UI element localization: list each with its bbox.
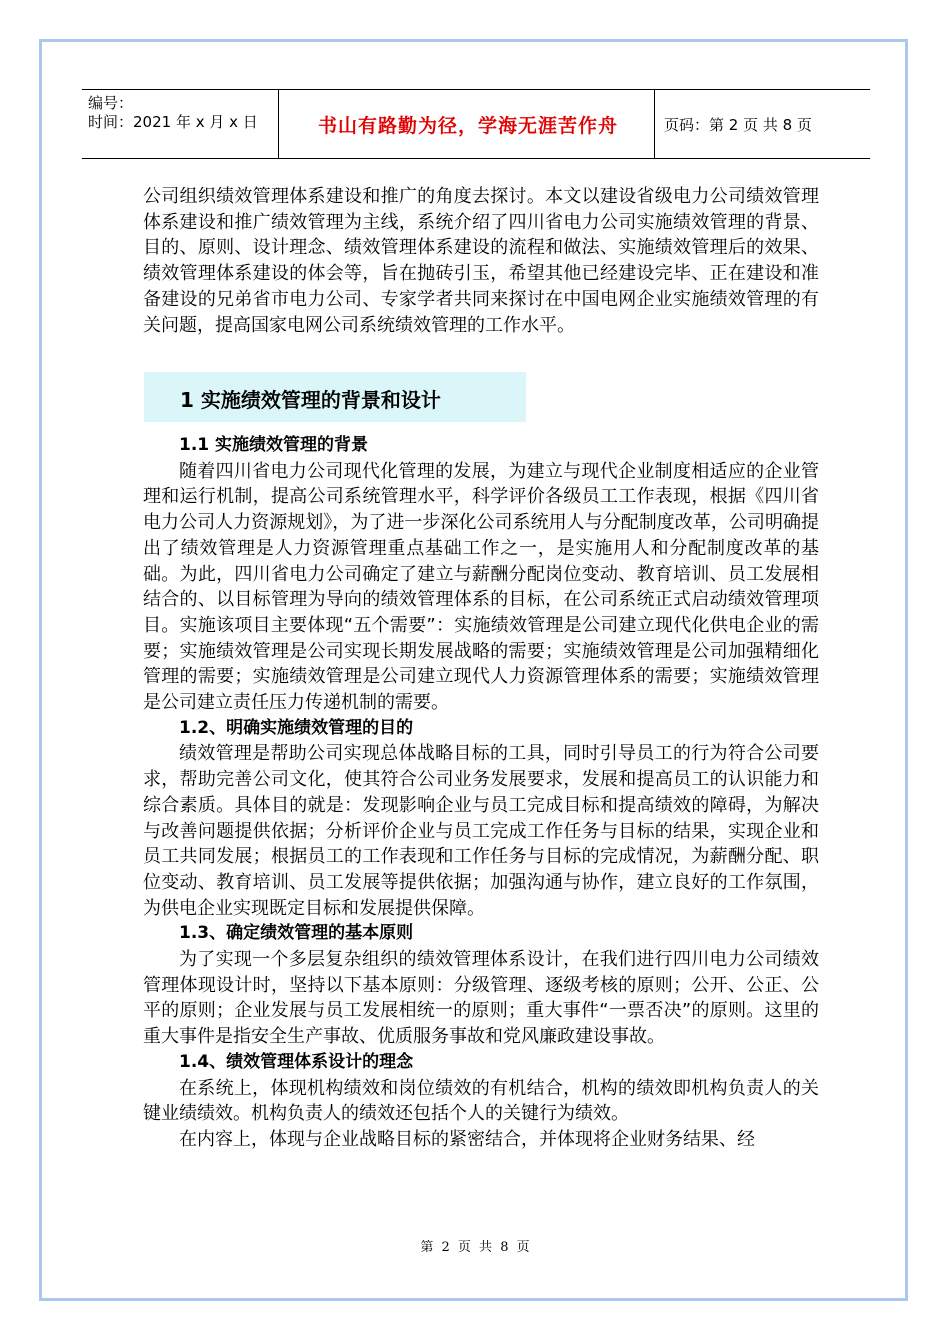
section-body bbox=[143, 433, 819, 1153]
header-meta bbox=[88, 94, 258, 132]
section-title: 1 实施绩效管理的背景和设计 bbox=[180, 388, 441, 412]
paragraph: 绩效管理是帮助公司实现总体战略目标的工具，同时引导员工的行为符合公司要求，帮助完善公司文化，使其符合公司业务发展要求，发展和提高员工的认识能力和综合素质。具体目的就是：发现影响企业与员工完成目标和提高绩效的障碍，为解决与改善问题提供依据；分析评价企业与员工完成工作任务与目标的结果，实现企业和员工共同发展；根据员工的工作表现和工作任务与目标的完成情况，为薪酬分配、职位变动、教育培训、员工发展等提供依据；加强沟通与协作，建立良好的工作氛围，为供电企业实现既定目标和发展提供保障。 bbox=[143, 743, 819, 919]
date-label: 时间：2021 年 x 月 x 日 bbox=[88, 113, 258, 131]
page-footer: 第 2 页 共 8 页 bbox=[420, 1240, 530, 1255]
intro-paragraph: 公司组织绩效管理体系建设和推广的角度去探讨。本文以建设省级电力公司绩效管理体系建设和推广绩效管理为主线，系统介绍了四川省电力公司实施绩效管理的背景、目的、原则、设计理念、绩效管理体系建设的流程和做法、实施绩效管理后的效果、绩效管理体系建设的体会等，旨在抛砖引玉，希望其他已经建设完毕、正在建设和准备建设的兄弟省市电力公司、专家学者共同来探讨在中国电网企业实施绩效管理的有关问题，提高国家电网公司系统绩效管理的工作水平。 bbox=[143, 186, 819, 336]
header-page-info: 页码：第 2 页 共 8 页 bbox=[664, 115, 812, 134]
header-divider bbox=[654, 90, 655, 158]
number-label: 编号： bbox=[88, 94, 134, 112]
subsection-heading: 1.1 实施绩效管理的背景 bbox=[179, 435, 369, 455]
intro-block bbox=[143, 184, 819, 338]
subsection-heading: 1.2、明确实施绩效管理的目的 bbox=[179, 717, 414, 738]
subsection-heading: 1.4、绩效管理体系设计的理念 bbox=[179, 1051, 414, 1072]
section-banner bbox=[144, 372, 526, 422]
page-header bbox=[82, 89, 870, 159]
paragraph: 在内容上，体现与企业战略目标的紧密结合，并体现将企业财务结果、经 bbox=[179, 1128, 755, 1150]
paragraph: 在系统上，体现机构绩效和岗位绩效的有机结合，机构的绩效即机构负责人的关键业绩绩效。机构负责人的绩效还包括个人的关键行为绩效。 bbox=[143, 1077, 819, 1125]
paragraph: 随着四川省电力公司现代化管理的发展，为建立与现代企业制度相适应的企业管理和运行机制，提高公司系统管理水平，科学评价各级员工工作表现，根据《四川省电力公司人力资源规划》，为了进一步深化公司系统用人与分配制度改革，公司明确提出了绩效管理是人力资源管理重点基础工作之一，是实施用人和分配制度改革的基础。为此，四川省电力公司确定了建立与薪酬分配岗位变动、教育培训、员工发展相结合的、以目标管理为导向的绩效管理体系的目标，在公司系统正式启动绩效管理项目。实施该项目主要体现“五个需要”：实施绩效管理是公司建立现代化供电企业的需要；实施绩效管理是公司实现长期发展战略的需要；实施绩效管理是公司加强精细化管理的需要；实施绩效管理是公司建立现代人力资源管理体系的需要；实施绩效管理是公司建立责任压力传递机制的需要。 bbox=[143, 460, 819, 714]
subsection-heading: 1.3、确定绩效管理的基本原则 bbox=[179, 923, 414, 944]
header-motto: 书山有路勤为径，学海无涯苦作舟 bbox=[317, 114, 618, 137]
paragraph: 为了实现一个多层复杂组织的绩效管理体系设计，在我们进行四川电力公司绩效管理体现设计时，坚持以下基本原则：分级管理、逐级考核的原则；公开、公正、公平的原则；企业发展与员工发展相统一的原则；重大事件“一票否决”的原则。这里的重大事件是指安全生产事故、优质服务事故和党风廉政建设事故。 bbox=[143, 949, 819, 1048]
header-divider bbox=[278, 90, 279, 158]
